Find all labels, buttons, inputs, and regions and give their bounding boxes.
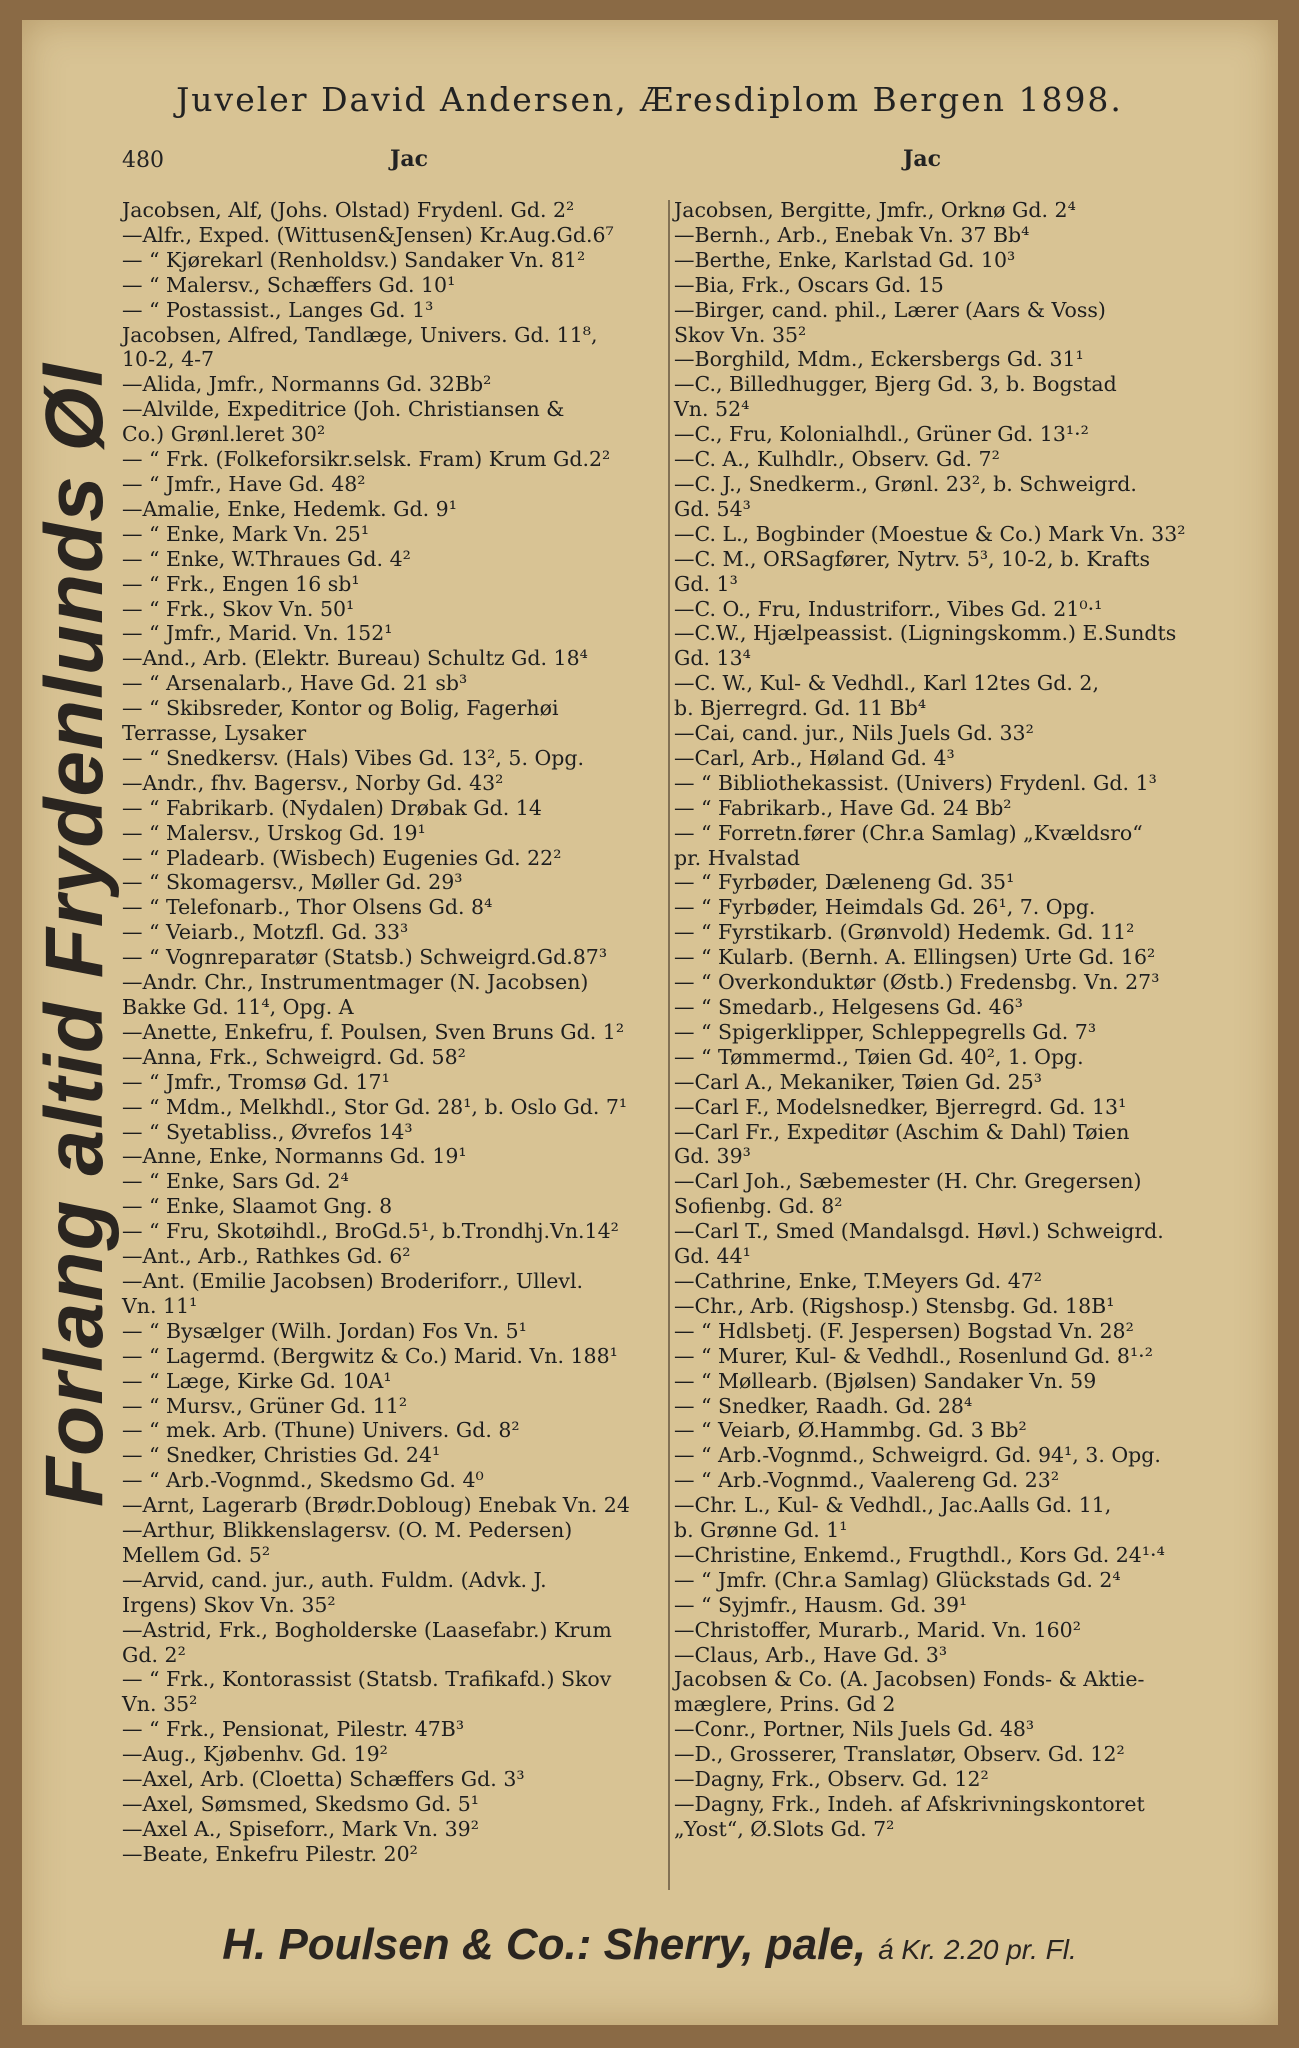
directory-entry-line: Vn. 35² xyxy=(122,1692,198,1717)
directory-entry-line: — “ Kjørekarl (Renholdsv.) Sandaker Vn. 81² xyxy=(122,247,586,272)
directory-entry-line: —Dagny, Frk., Observ. Gd. 12² xyxy=(674,1767,989,1792)
directory-entry-line: —Conr., Portner, Nils Juels Gd. 48³ xyxy=(674,1717,1035,1742)
directory-entry-line: —Arthur, Blikkenslagersv. (O. M. Pedersen) xyxy=(122,1518,573,1543)
directory-entry-line: — “ Arb.-Vognmd., Schweigrd. Gd. 94¹, 3. Opg. xyxy=(674,1443,1161,1468)
directory-entry-line: — “ Jmfr., Marid. Vn. 152¹ xyxy=(122,621,393,646)
directory-entry-line: —C., Billedhugger, Bjerg Gd. 3, b. Bogstad xyxy=(674,372,1117,397)
directory-entry-line: —Borghild, Mdm., Eckersbergs Gd. 31¹ xyxy=(674,347,1084,372)
directory-entry-line: — “ Tømmermd., Tøien Gd. 40², 1. Opg. xyxy=(674,1044,1084,1069)
directory-entry-line: — “ Fyrbøder, Dæleneng Gd. 35¹ xyxy=(674,870,1015,895)
directory-entry-line: — “ Frk., Skov Vn. 50¹ xyxy=(122,596,355,621)
directory-entry-line: b. Grønne Gd. 1¹ xyxy=(674,1518,848,1543)
directory-entry-line: — “ Snedker, Christies Gd. 24¹ xyxy=(122,1443,441,1468)
directory-entry-line: —Birger, cand. phil., Lærer (Aars & Voss) xyxy=(674,297,1106,322)
directory-entry-line: —D., Grosserer, Translatør, Observ. Gd. 12² xyxy=(674,1742,1125,1767)
directory-entry-line: — “ Forretn.fører (Chr.a Samlag) „Kvældsro“ xyxy=(674,820,1143,845)
directory-entry-line: —Carl Fr., Expeditør (Aschim & Dahl) Tøien xyxy=(674,1119,1130,1144)
directory-entry-line: —Andr. Chr., Instrumentmager (N. Jacobsen) xyxy=(122,970,589,995)
directory-entry-line: Vn. 11¹ xyxy=(122,1293,198,1318)
directory-entry-line: —Christoffer, Murarb., Marid. Vn. 160² xyxy=(674,1617,1081,1642)
directory-entry-line: Skov Vn. 35² xyxy=(674,322,807,347)
directory-entry-line: —Arvid, cand. jur., auth. Fuldm. (Advk. J. xyxy=(122,1567,547,1592)
directory-entry-line: —Axel A., Spiseforr., Mark Vn. 39² xyxy=(122,1816,479,1841)
directory-entry-line: — “ Fyrbøder, Heimdals Gd. 26¹, 7. Opg. xyxy=(674,895,1096,920)
directory-entry-line: —Aug., Kjøbenhv. Gd. 19² xyxy=(122,1742,388,1767)
left-directory-column xyxy=(122,198,667,1867)
side-advertisement-text: Forlang altid Frydenlunds Øl xyxy=(29,362,120,1508)
directory-entry-line: —C. O., Fru, Industriforr., Vibes Gd. 21⁰·¹ xyxy=(674,596,1103,621)
directory-entry-line: Gd. 1³ xyxy=(674,571,738,596)
directory-entry-line: — “ Frk., Kontorassist (Statsb. Trafikafd.) Skov xyxy=(122,1667,612,1692)
directory-entry-line: — “ Enke, Mark Vn. 25¹ xyxy=(122,521,370,546)
directory-entry-line: Bakke Gd. 11⁴, Opg. A xyxy=(122,995,354,1019)
directory-entry-line: —And., Arb. (Elektr. Bureau) Schultz Gd. 18⁴ xyxy=(122,646,588,671)
side-advertisement xyxy=(20,270,130,1600)
directory-entry-line: Jacobsen, Alf, (Johs. Olstad) Frydenl. Gd. 2² xyxy=(122,198,575,222)
directory-entry-line: — “ Skomagersv., Møller Gd. 29³ xyxy=(122,870,463,895)
directory-entry-line: — “ Enke, Sars Gd. 2⁴ xyxy=(122,1169,349,1194)
directory-entry-line: —Cathrine, Enke, T.Meyers Gd. 47² xyxy=(674,1268,1043,1293)
directory-entry-line: — “ Murer, Kul- & Vedhdl., Rosenlund Gd. 8¹·² xyxy=(674,1343,1153,1368)
directory-entry-line: —Beate, Enkefru Pilestr. 20² xyxy=(122,1841,418,1866)
directory-entry-line: mæglere, Prins. Gd 2 xyxy=(674,1692,896,1717)
directory-entry-line: 10-2, 4-7 xyxy=(122,347,215,372)
directory-entry-line: — “ Læge, Kirke Gd. 10A¹ xyxy=(122,1368,392,1393)
directory-entry-line: — “ Syetabliss., Øvrefos 14³ xyxy=(122,1119,413,1144)
directory-entry-line: —C. M., ORSagfører, Nytrv. 5³, 10-2, b. Krafts xyxy=(674,546,1151,571)
directory-entry-line: — “ Malersv., Urskog Gd. 19¹ xyxy=(122,820,426,845)
directory-entry-line: — “ Veiarb, Ø.Hammbg. Gd. 3 Bb² xyxy=(674,1418,1027,1443)
directory-entry-line: Jacobsen, Alfred, Tandlæge, Univers. Gd. 11⁸, xyxy=(122,322,598,347)
directory-entry-line: — “ Smedarb., Helgesens Gd. 46³ xyxy=(674,995,1023,1019)
footer-ad-price: á Kr. 2.20 pr. Fl. xyxy=(878,1934,1077,1965)
directory-entry-line: — “ Mdm., Melkhdl., Stor Gd. 28¹, b. Oslo Gd. 7¹ xyxy=(122,1094,628,1119)
directory-entry-line: —Anna, Frk., Schweigrd. Gd. 58² xyxy=(122,1044,466,1069)
directory-entry-line: — “ Snedkersv. (Hals) Vibes Gd. 13², 5. Opg. xyxy=(122,745,585,770)
directory-entry-line: — “ Telefonarb., Thor Olsens Gd. 8⁴ xyxy=(122,895,493,920)
directory-entry-line: —C. L., Bogbinder (Moestue & Co.) Mark Vn. 33² xyxy=(674,521,1186,546)
directory-entry-line: — “ Jmfr., Have Gd. 48² xyxy=(122,471,366,496)
page-number: 480 xyxy=(122,148,164,173)
directory-entry-line: —Carl F., Modelsnedker, Bjerregrd. Gd. 13¹ xyxy=(674,1094,1127,1119)
footer-ad-main: H. Poulsen & Co.: Sherry, pale, xyxy=(222,1920,867,1969)
directory-entry-line: —Andr., fhv. Bagersv., Norby Gd. 43² xyxy=(122,770,504,795)
directory-entry-line: pr. Hvalstad xyxy=(674,845,801,870)
directory-entry-line: —C.W., Hjælpeassist. (Ligningskomm.) E.Sundts xyxy=(674,621,1177,646)
directory-entry-line: —Arnt, Lagerarb (Brødr.Dobloug) Enebak Vn. 24 xyxy=(122,1493,630,1518)
directory-entry-line: Jacobsen & Co. (A. Jacobsen) Fonds- & Aktie- xyxy=(674,1667,1145,1692)
directory-entry-line: — “ Syjmfr., Hausm. Gd. 39¹ xyxy=(674,1592,968,1617)
directory-entry-line: —Cai, cand. jur., Nils Juels Gd. 33² xyxy=(674,721,1034,746)
directory-entry-line: —C. J., Snedkerm., Grønl. 23², b. Schweigrd. xyxy=(674,471,1137,496)
directory-entry-line: — “ Frk., Pensionat, Pilestr. 47B³ xyxy=(122,1717,465,1742)
directory-entry-line: —Carl A., Mekaniker, Tøien Gd. 25³ xyxy=(674,1069,1042,1094)
directory-entry-line: b. Bjerregrd. Gd. 11 Bb⁴ xyxy=(674,696,927,721)
footer-advertisement xyxy=(0,1920,1299,1970)
directory-entry-line: — “ Frk., Engen 16 sb¹ xyxy=(122,571,360,596)
directory-entry-line: Co.) Grønl.leret 30² xyxy=(122,422,326,447)
directory-entry-line: — “ Overkonduktør (Østb.) Fredensbg. Vn. 27³ xyxy=(674,970,1160,995)
directory-entry-line: —Astrid, Frk., Bogholderske (Laasefabr.) Krum xyxy=(122,1617,612,1642)
directory-entry-line: —Amalie, Enke, Hedemk. Gd. 9¹ xyxy=(122,496,457,521)
directory-entry-line: —C. A., Kulhdlr., Observ. Gd. 7² xyxy=(674,447,1000,472)
directory-entry-line: —Bernh., Arb., Enebak Vn. 37 Bb⁴ xyxy=(674,222,1030,247)
directory-entry-line: — “ Arb.-Vognmd., Vaalereng Gd. 23² xyxy=(674,1468,1060,1493)
directory-entry-line: —Christine, Enkemd., Frugthdl., Kors Gd. 24¹·⁴ xyxy=(674,1542,1165,1567)
directory-entry-line: Jacobsen, Bergitte, Jmfr., Orknø Gd. 2⁴ xyxy=(674,198,1076,222)
directory-entry-line: —Alfr., Exped. (Wittusen&Jensen) Kr.Aug.Gd.6⁷ xyxy=(122,222,614,247)
directory-entry-line: Terrasse, Lysaker xyxy=(122,721,307,746)
column-divider xyxy=(668,200,670,1890)
directory-entry-line: Sofienbg. Gd. 8² xyxy=(674,1194,843,1219)
directory-entry-line: —C. W., Kul- & Vedhdl., Karl 12tes Gd. 2, xyxy=(674,671,1099,696)
directory-entry-line: Gd. 2² xyxy=(122,1642,186,1667)
directory-entry-line: — “ Hdlsbetj. (F. Jespersen) Bogstad Vn. 28² xyxy=(674,1318,1134,1343)
guide-word-right: Jac xyxy=(903,146,942,172)
directory-entry-line: —Chr., Arb. (Rigshosp.) Stensbg. Gd. 18B¹ xyxy=(674,1293,1115,1318)
directory-entry-line: — “ Frk. (Folkeforsikr.selsk. Fram) Krum Gd.2² xyxy=(122,447,611,472)
guide-word-left: Jac xyxy=(390,146,429,172)
directory-entry-line: Gd. 54³ xyxy=(674,496,751,521)
directory-entry-line: —Berthe, Enke, Karlstad Gd. 10³ xyxy=(674,247,1016,272)
directory-entry-line: — “ Enke, W.Thraues Gd. 4² xyxy=(122,546,411,571)
directory-entry-line: — “ Bysælger (Wilh. Jordan) Fos Vn. 5¹ xyxy=(122,1318,527,1343)
directory-entry-line: — “ Arb.-Vognmd., Skedsmo Gd. 4⁰ xyxy=(122,1468,484,1493)
directory-entry-line: —Chr. L., Kul- & Vedhdl., Jac.Aalls Gd. 11, xyxy=(674,1493,1112,1518)
directory-entry-line: Irgens) Skov Vn. 35² xyxy=(122,1592,336,1617)
directory-entry-line: —Carl, Arb., Høland Gd. 4³ xyxy=(674,745,955,770)
directory-entry-line: — “ Postassist., Langes Gd. 1³ xyxy=(122,297,434,322)
directory-entry-line: — “ mek. Arb. (Thune) Univers. Gd. 8² xyxy=(122,1418,520,1443)
directory-entry-line: — “ Skibsreder, Kontor og Bolig, Fagerhøi xyxy=(122,696,559,721)
directory-entry-line: — “ Jmfr., Tromsø Gd. 17¹ xyxy=(122,1069,390,1094)
directory-entry-line: —Ant., Arb., Rathkes Gd. 6² xyxy=(122,1244,411,1269)
running-header-ad: Juveler David Andersen, Æresdiplom Bergen 1898. xyxy=(176,80,1123,119)
directory-entry-line: — “ Spigerklipper, Schleppegrells Gd. 7³ xyxy=(674,1019,1097,1044)
directory-entry-line: — “ Jmfr. (Chr.a Samlag) Glückstads Gd. 2⁴ xyxy=(674,1567,1121,1592)
directory-entry-line: —Anne, Enke, Normanns Gd. 19¹ xyxy=(122,1144,467,1169)
directory-entry-line: — “ Fabrikarb. (Nydalen) Drøbak Gd. 14 xyxy=(122,795,542,820)
directory-entry-line: — “ Lagermd. (Bergwitz & Co.) Marid. Vn. 188¹ xyxy=(122,1343,618,1368)
directory-entry-line: — “ Mursv., Grüner Gd. 11² xyxy=(122,1393,408,1418)
directory-entry-line: — “ Fyrstikarb. (Grønvold) Hedemk. Gd. 11² xyxy=(674,920,1135,945)
directory-entry-line: — “ Pladearb. (Wisbech) Eugenies Gd. 22² xyxy=(122,845,562,870)
directory-entry-line: —Alvilde, Expeditrice (Joh. Christiansen & xyxy=(122,397,565,422)
directory-entry-line: — “ Bibliothekassist. (Univers) Frydenl. Gd. 1³ xyxy=(674,770,1157,795)
directory-entry-line: —C., Fru, Kolonialhdl., Grüner Gd. 13¹·² xyxy=(674,422,1089,447)
directory-entry-line: —Dagny, Frk., Indeh. af Afskrivningskontoret xyxy=(674,1792,1145,1816)
directory-entry-line: — “ Vognreparatør (Statsb.) Schweigrd.Gd.87³ xyxy=(122,945,608,970)
directory-entry-line: —Anette, Enkefru, f. Poulsen, Sven Bruns Gd. 1² xyxy=(122,1019,625,1044)
directory-entry-line: — “ Veiarb., Motzfl. Gd. 33³ xyxy=(122,920,409,945)
directory-entry-line: —Axel, Arb. (Cloetta) Schæffers Gd. 3³ xyxy=(122,1767,525,1792)
directory-entry-line: — “ Fabrikarb., Have Gd. 24 Bb² xyxy=(674,795,1012,820)
directory-entry-line: — “ Fru, Skotøihdl., BroGd.5¹, b.Trondhj.Vn.14² xyxy=(122,1219,619,1244)
directory-entry-line: — “ Møllearb. (Bjølsen) Sandaker Vn. 59 xyxy=(674,1368,1097,1393)
directory-entry-line: Gd. 13⁴ xyxy=(674,646,751,671)
directory-entry-line: — “ Arsenalarb., Have Gd. 21 sb³ xyxy=(122,671,468,696)
directory-entry-line: —Axel, Sømsmed, Skedsmo Gd. 5¹ xyxy=(122,1792,479,1816)
directory-entry-line: Gd. 44¹ xyxy=(674,1244,751,1269)
directory-entry-line: —Carl Joh., Sæbemester (H. Chr. Gregersen) xyxy=(674,1169,1142,1194)
directory-entry-line: Vn. 52⁴ xyxy=(674,397,750,422)
directory-entry-line: „Yost“, Ø.Slots Gd. 7² xyxy=(674,1816,895,1841)
directory-entry-line: — “ Kularb. (Bernh. A. Ellingsen) Urte Gd. 16² xyxy=(674,945,1156,970)
directory-entry-line: —Carl T., Smed (Mandalsgd. Høvl.) Schweigrd. xyxy=(674,1219,1164,1244)
right-directory-column xyxy=(674,198,1234,1842)
directory-entry-line: — “ Enke, Slaamot Gng. 8 xyxy=(122,1194,393,1219)
directory-entry-line: —Ant. (Emilie Jacobsen) Broderiforr., Ullevl. xyxy=(122,1268,584,1293)
directory-entry-line: Mellem Gd. 5² xyxy=(122,1542,271,1567)
directory-entry-line: — “ Malersv., Schæffers Gd. 10¹ xyxy=(122,272,456,297)
directory-entry-line: —Bia, Frk., Oscars Gd. 15 xyxy=(674,272,944,297)
directory-entry-line: —Claus, Arb., Have Gd. 3³ xyxy=(674,1642,948,1667)
directory-entry-line: —Alida, Jmfr., Normanns Gd. 32Bb² xyxy=(122,372,492,397)
directory-entry-line: — “ Snedker, Raadh. Gd. 28⁴ xyxy=(674,1393,973,1418)
directory-entry-line: Gd. 39³ xyxy=(674,1144,751,1169)
